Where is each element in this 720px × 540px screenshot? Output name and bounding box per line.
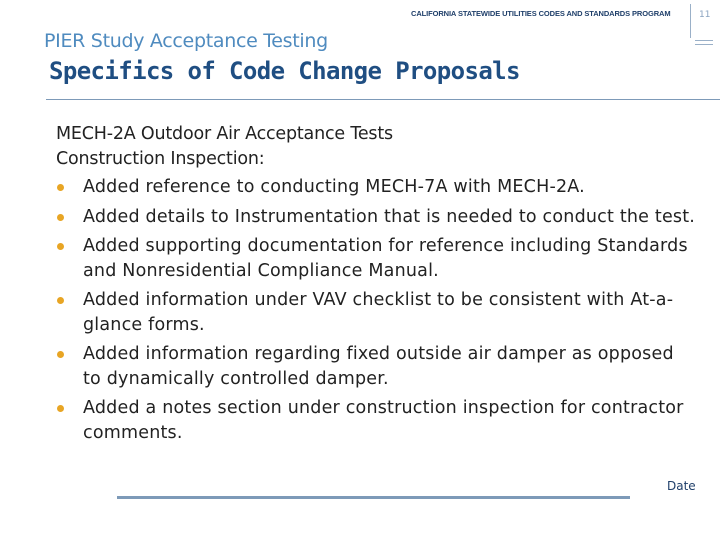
bullet-icon xyxy=(57,214,64,221)
slide-title: Specifics of Code Change Proposals xyxy=(49,57,520,85)
section-heading: MECH-2A Outdoor Air Acceptance Tests xyxy=(56,124,393,144)
title-rule xyxy=(46,99,720,100)
header-divider xyxy=(690,4,691,38)
bullet-icon xyxy=(57,243,64,250)
footer-rule xyxy=(117,496,630,499)
bullet-text: Added information regarding fixed outside air damper as opposed to dynamically controlled damper. xyxy=(83,344,674,389)
bullet-icon xyxy=(57,184,64,191)
bullet-text: Added information under VAV checklist to be consistent with At-a-glance forms. xyxy=(83,290,674,335)
slide-content xyxy=(56,122,696,450)
slide-number: 11 xyxy=(699,10,711,20)
bullet-list xyxy=(56,175,696,445)
bullet-text: Added supporting documentation for reference including Standards and Nonresidential Compliance Manual. xyxy=(83,236,688,281)
bullet-text: Added reference to conducting MECH-7A with MECH-2A. xyxy=(83,177,585,197)
bullet-icon xyxy=(57,297,64,304)
slide-subtitle: PIER Study Acceptance Testing xyxy=(44,30,328,52)
bullet-item xyxy=(56,396,696,445)
decorative-line xyxy=(695,44,713,45)
bullet-text: Added details to Instrumentation that is needed to conduct the test. xyxy=(83,206,696,227)
bullet-icon xyxy=(57,351,64,358)
bullet-item xyxy=(56,175,696,200)
bullet-icon xyxy=(57,405,64,412)
bullet-item xyxy=(56,288,696,337)
bullet-item xyxy=(56,205,696,230)
footer-date: Date xyxy=(667,479,696,493)
decorative-line xyxy=(695,40,713,41)
subsection-heading: Construction Inspection: xyxy=(56,148,265,169)
program-name: CALIFORNIA STATEWIDE UTILITIES CODES AND STANDARDS PROGRAM xyxy=(411,9,671,18)
bullet-item xyxy=(56,342,696,391)
bullet-text: Added a notes section under construction inspection for contractor comments. xyxy=(83,398,684,443)
bullet-item xyxy=(56,234,696,283)
